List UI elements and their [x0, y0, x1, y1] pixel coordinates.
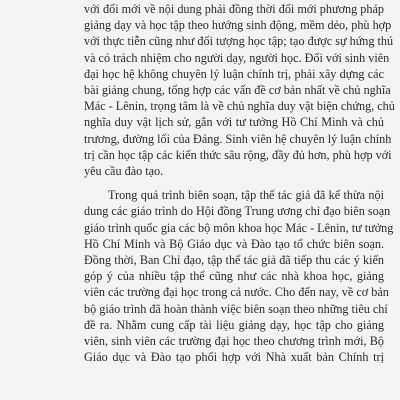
text-line: trị cần học tập các kiến thức sâu rộng, đầy đủ hơn, phù hợp với [84, 147, 392, 162]
text-line: đề ra. Nhằm cung cấp tài liệu giảng dạy, học tập cho giảng [84, 317, 384, 332]
text-line: với thực tiễn cũng như đối tượng học tập; tạo được sự hứng thú [84, 34, 394, 49]
text-line: bài giảng chung, tổng hợp các vấn đề cơ bản nhất về chủ nghĩa [84, 83, 391, 97]
text-line: bộ giáo trình đã hoàn thành việc biên soạn theo những tiêu chí [84, 301, 388, 316]
text-line: trương, đường lối của Đảng. Sinh viên hệ chuyên lý luận chính [84, 131, 392, 146]
text-line: đại học hệ không chuyên lý luận chính trị, phải xây dựng các [84, 66, 384, 81]
text-line: Giáo dục và Đào tạo phối hợp với Nhà xuất bản Chính trị [84, 350, 384, 365]
text-line: Trong quá trình biên soạn, tập thể tác giả đã kế thừa nội [108, 188, 384, 203]
text-line: viên các trường đại học trong cả nước. Cho đến nay, về cơ bản [84, 285, 389, 300]
text-line: với đổi mới về nội dung phải đồng thời đổi mới phương pháp [84, 2, 384, 16]
text-line: và có trách nhiệm cho người dạy, người học. Đối với sinh viên [84, 50, 390, 65]
text-line: Hồ Chí Minh và Bộ Giáo dục và Đào tạo tổ chức biên soạn. [84, 236, 384, 251]
text-line: Mác - Lênin, trọng tâm là về chủ nghĩa duy vật biện chứng, chủ [84, 99, 395, 114]
text-line: yêu cầu đào tạo. [84, 164, 164, 178]
text-line: Đồng thời, Ban Chỉ đạo, tập thể tác giả đã tiếp thu các ý kiến [84, 253, 384, 267]
text-line: nghĩa duy vật lịch sử, gắn với tư tưởng Hồ Chí Minh và chủ [84, 115, 384, 130]
text-line: góp ý của nhiều tập thể cũng như các nhà khoa học, giảng [84, 269, 384, 284]
text-line: giáo trình quốc gia các bộ môn khoa học Mác - Lênin, tư tưởng [84, 220, 394, 235]
text-line: dung các giáo trình do Hội đồng Trung ương chỉ đạo biên soạn [84, 204, 391, 219]
text-line: giảng dạy và học tập theo hướng sinh động, mềm dẻo, phù hợp [84, 18, 392, 33]
text-line: viên, sinh viên các trường đại học theo chương trình mới, Bộ [84, 334, 384, 348]
